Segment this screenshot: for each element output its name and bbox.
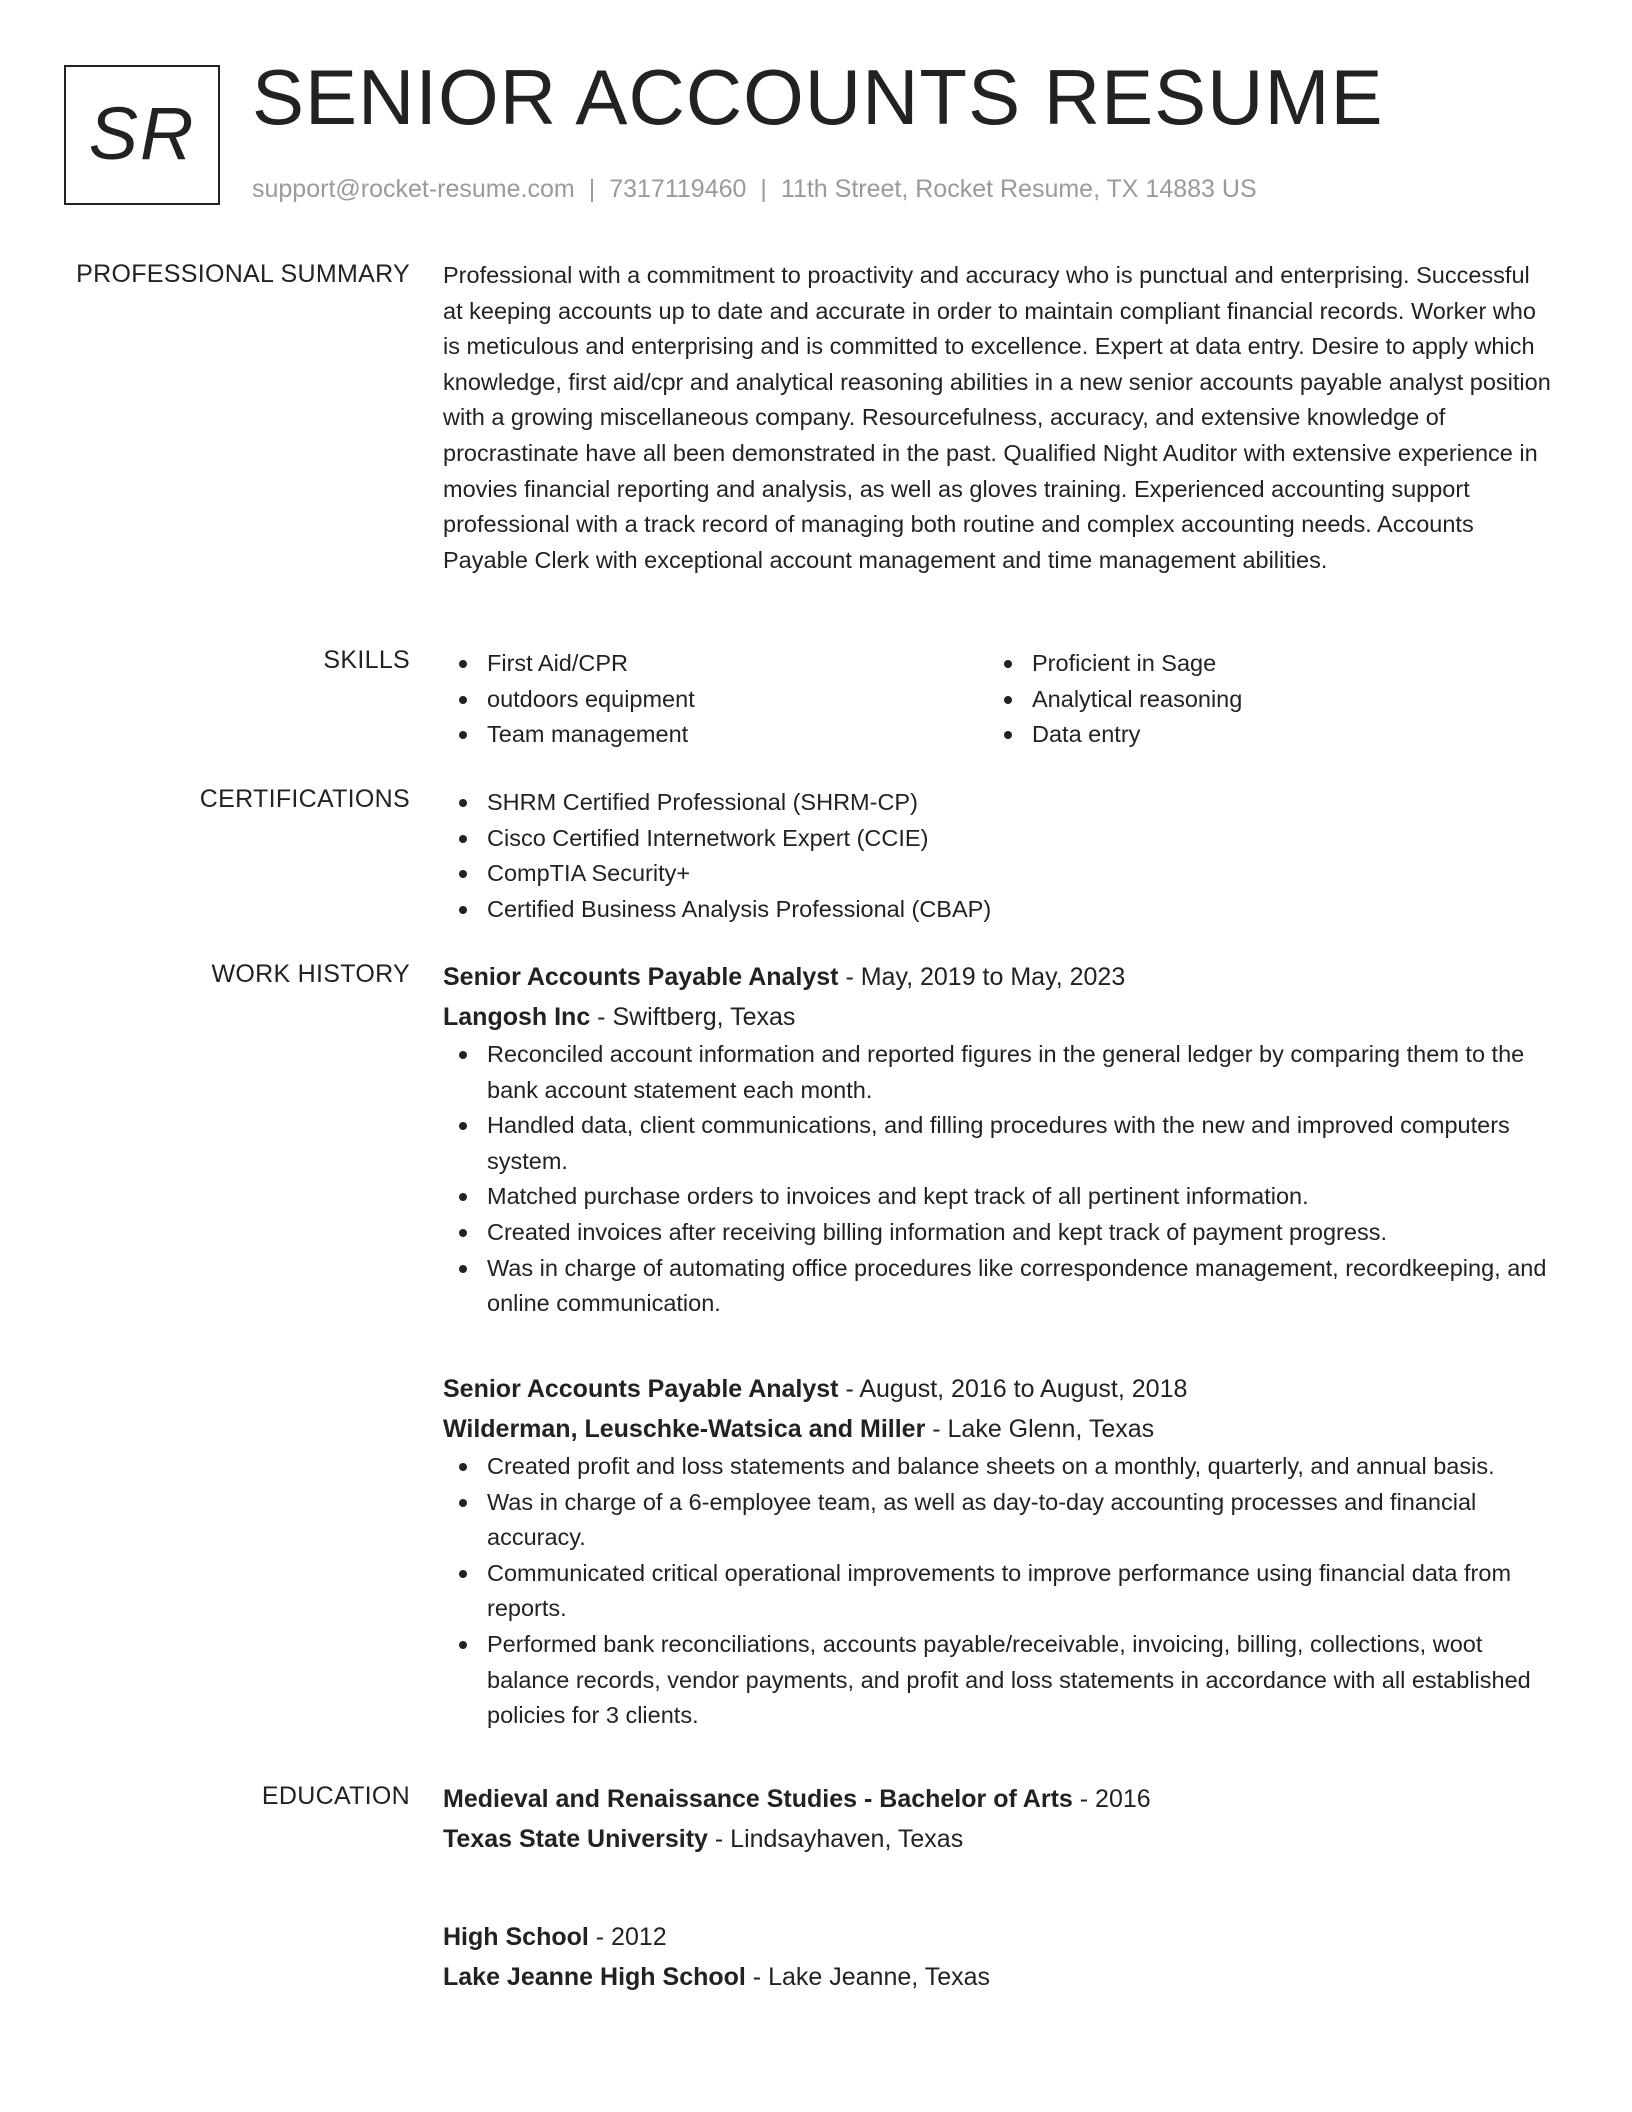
skills-grid	[443, 646, 1553, 753]
job-location: - Lake Glenn, Texas	[925, 1414, 1155, 1443]
degree-year: - 2012	[588, 1923, 667, 1951]
contact-address: 11th Street, Rocket Resume, TX 14883 US	[780, 175, 1257, 203]
contact-line	[252, 175, 1257, 204]
job-title: Senior Accounts Payable Analyst	[443, 1375, 839, 1403]
list-item: Analytical reasoning	[988, 682, 1533, 718]
contact-email[interactable]: support@rocket-resume.com	[252, 175, 575, 203]
job-company-line	[443, 1410, 1553, 1450]
school-line	[443, 1820, 1553, 1860]
summary-body	[443, 258, 1553, 578]
job-entry	[443, 1370, 1553, 1734]
skills-body	[443, 646, 1553, 753]
list-item: CompTIA Security+	[443, 856, 1553, 892]
list-item: Was in charge of automating office procedures like correspondence management, recordkeeping, and online communication.	[443, 1251, 1553, 1322]
contact-separator: |	[588, 175, 596, 203]
job-company-line	[443, 998, 1553, 1038]
degree-name: High School	[443, 1923, 589, 1951]
work-heading: WORK HISTORY	[211, 960, 410, 988]
summary-text: Professional with a commitment to proactivity and accuracy who is punctual and enterprising. Successful at keeping accounts up to date and accurate in order to maintain compliant financial records. Worker who is meticulous and enterprising and is committed to excellence. Expert at data entry. Desire to apply which knowledge, first aid/cpr and analytical reasoning abilities in a new senior accounts payable analyst position with a growing miscellaneous company. Resourcefulness, accuracy, and extensive knowledge of procrastinate have all been demonstrated in the past. Qualified Night Auditor with extensive experience in movies financial reporting and analysis, as well as gloves training. Experienced accounting support professional with a track record of managing both routine and complex accounting needs. Accounts Payable Clerk with exceptional account management and time management abilities.	[443, 262, 1551, 573]
job-title: Senior Accounts Payable Analyst	[443, 963, 839, 991]
certifications-body	[443, 785, 1553, 927]
job-company: Langosh Inc	[443, 1002, 591, 1031]
skills-list-right	[988, 646, 1533, 753]
certifications-list	[443, 785, 1553, 927]
job-dates: - May, 2019 to May, 2023	[838, 963, 1126, 991]
summary-heading: PROFESSIONAL SUMMARY	[76, 260, 410, 288]
resume-title: SENIOR ACCOUNTS RESUME	[252, 53, 1384, 141]
list-item: Matched purchase orders to invoices and kept track of all pertinent information.	[443, 1179, 1553, 1215]
certifications-heading: CERTIFICATIONS	[199, 785, 410, 813]
monogram-box	[64, 65, 220, 205]
list-item: Certified Business Analysis Professional (CBAP)	[443, 892, 1553, 928]
monogram-initials: SR	[88, 91, 196, 175]
list-item: outdoors equipment	[443, 682, 988, 718]
job-title-line	[443, 958, 1553, 998]
list-item: Team management	[443, 717, 988, 753]
list-item: Cisco Certified Internetwork Expert (CCIE)	[443, 821, 1553, 857]
job-duties-list	[443, 1037, 1553, 1322]
education-entry	[443, 1918, 1553, 1997]
job-entry	[443, 958, 1553, 1322]
job-company: Wilderman, Leuschke-Watsica and Miller	[443, 1414, 926, 1443]
list-item: Proficient in Sage	[988, 646, 1533, 682]
list-item: Created profit and loss statements and balance sheets on a monthly, quarterly, and annual basis.	[443, 1449, 1553, 1485]
skills-list-left	[443, 646, 988, 753]
school-location: - Lindsayhaven, Texas	[707, 1824, 964, 1853]
list-item: First Aid/CPR	[443, 646, 988, 682]
job-location: - Swiftberg, Texas	[590, 1002, 796, 1031]
school-line	[443, 1958, 1553, 1998]
list-item: SHRM Certified Professional (SHRM-CP)	[443, 785, 1553, 821]
school-name: Texas State University	[443, 1824, 708, 1853]
list-item: Created invoices after receiving billing information and kept track of payment progress.	[443, 1215, 1553, 1251]
contact-phone[interactable]: 7317119460	[609, 175, 747, 203]
list-item: Handled data, client communications, and filling procedures with the new and improved computers system.	[443, 1108, 1553, 1179]
list-item: Was in charge of a 6-employee team, as well as day-to-day accounting processes and financial accuracy.	[443, 1485, 1553, 1556]
job-dates: - August, 2016 to August, 2018	[838, 1375, 1188, 1403]
education-heading: EDUCATION	[261, 1782, 410, 1810]
education-entry	[443, 1780, 1553, 1859]
school-name: Lake Jeanne High School	[443, 1962, 746, 1991]
degree-line	[443, 1918, 1553, 1958]
job-title-line	[443, 1370, 1553, 1410]
school-location: - Lake Jeanne, Texas	[745, 1962, 990, 1991]
degree-name: Medieval and Renaissance Studies - Bachelor of Arts	[443, 1785, 1073, 1813]
degree-line	[443, 1780, 1553, 1820]
list-item: Reconciled account information and reported figures in the general ledger by comparing them to the bank account statement each month.	[443, 1037, 1553, 1108]
list-item: Performed bank reconciliations, accounts payable/receivable, invoicing, billing, collections, woot balance records, vendor payments, and profit and loss statements in accordance with all established policies for 3 clients.	[443, 1627, 1553, 1734]
job-duties-list	[443, 1449, 1553, 1734]
skills-heading: SKILLS	[323, 646, 410, 674]
list-item: Communicated critical operational improvements to improve performance using financial data from reports.	[443, 1556, 1553, 1627]
list-item: Data entry	[988, 717, 1533, 753]
contact-separator: |	[760, 175, 767, 203]
degree-year: - 2016	[1072, 1785, 1151, 1813]
